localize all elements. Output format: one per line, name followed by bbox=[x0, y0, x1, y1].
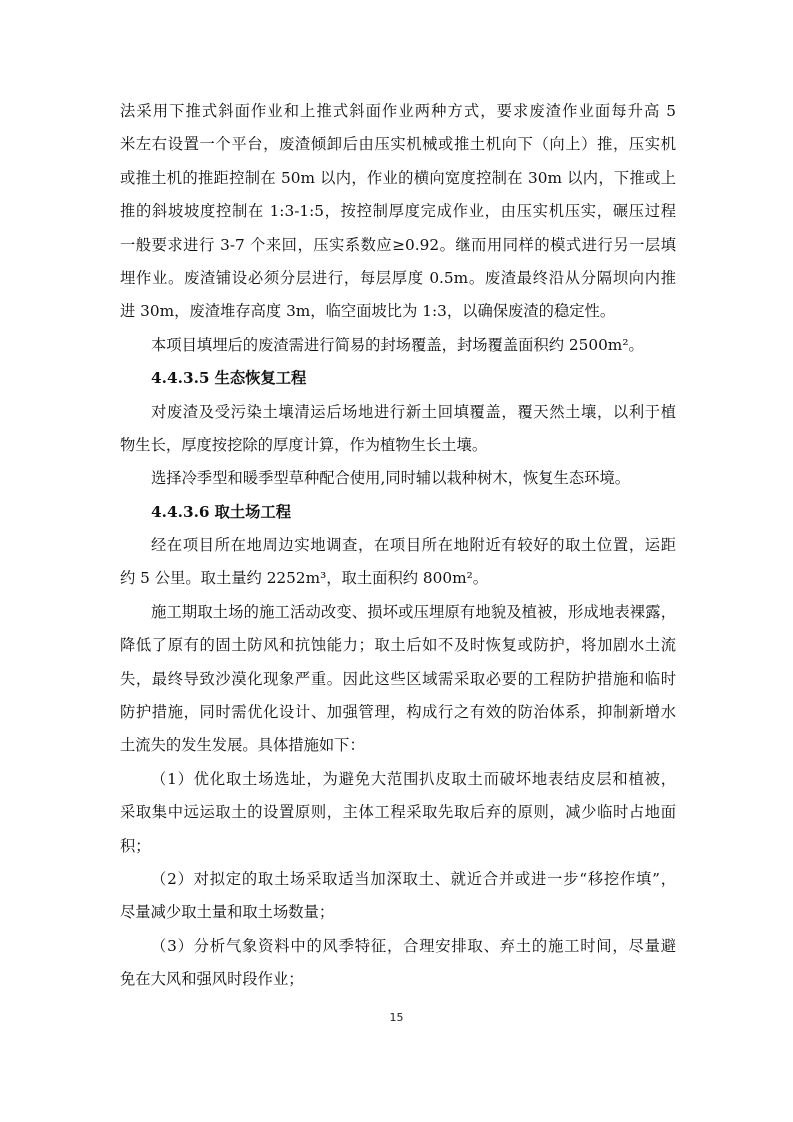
text-line: （1）优化取土场选址，为避免大范围扒皮取土而破坏地表结皮层和植被， bbox=[151, 769, 676, 788]
paragraph-closure-cover bbox=[120, 329, 676, 362]
text-line: 选择冷季型和暖季型草种配合使用,同时辅以栽种树木，恢复生态环境。 bbox=[151, 469, 631, 488]
text-line: 施工期取土场的施工活动改变、损坏或压埋原有地貌及植被，形成地表裸露， bbox=[151, 602, 676, 621]
text-line: （3）分析气象资料中的风季特征，合理安排取、弃土的施工时间，尽量避 bbox=[151, 936, 676, 955]
text-line: 进 30m，废渣堆存高度 3m，临空面坡比为 1:3，以确保废渣的稳定性。 bbox=[120, 302, 616, 321]
text-line: （2）对拟定的取土场采取适当加深取土、就近合并或进一步“移挖作填”， bbox=[151, 869, 676, 888]
text-line: 尽量减少取土量和取土场数量； bbox=[120, 903, 335, 922]
text-line: 土流失的发生发展。具体措施如下： bbox=[120, 736, 365, 755]
section-title: 取土场工程 bbox=[214, 502, 292, 521]
text-line: 失，最终导致沙漠化现象严重。因此这些区域需采取必要的工程防护措施和临时 bbox=[120, 669, 676, 688]
paragraph-borrow-survey bbox=[120, 529, 676, 596]
text-line: 经在项目所在地周边实地调查，在项目所在地附近有较好的取土位置，运距 bbox=[151, 536, 676, 555]
paragraph-construction-impact bbox=[120, 596, 676, 763]
text-line: 降低了原有的固土防风和抗蚀能力；取土后如不及时恢复或防护，将加剧水土流 bbox=[120, 636, 676, 655]
text-line: 一般要求进行 3-7 个来回，压实系数应≥0.92。继而用同样的模式进行另一层填 bbox=[120, 235, 676, 254]
text-line: 物生长，厚度按挖除的厚度计算，作为植物生长土壤。 bbox=[120, 435, 488, 454]
list-item-3 bbox=[120, 930, 676, 997]
section-number: 4.4.3.6 bbox=[151, 502, 210, 521]
text-line: 埋作业。废渣铺设必须分层进行，每层厚度 0.5m。废渣最终沿从分隔坝向内推 bbox=[120, 268, 676, 287]
list-item-2 bbox=[120, 863, 676, 930]
text-line: 米左右设置一个平台，废渣倾卸后由压实机械或推土机向下（向上）推，压实机 bbox=[120, 135, 676, 154]
text-line: 防护措施，同时需优化设计、加强管理，构成行之有效的防治体系，抑制新增水 bbox=[120, 703, 676, 722]
text-line: 约 5 公里。取土量约 2252m³，取土面积约 800m²。 bbox=[120, 569, 489, 588]
page-number: 15 bbox=[389, 1011, 404, 1024]
paragraph-backfill bbox=[120, 396, 676, 463]
list-item-1 bbox=[120, 763, 676, 863]
paragraph-grass-species bbox=[120, 462, 676, 495]
body-text bbox=[120, 95, 676, 997]
text-line: 积； bbox=[120, 836, 151, 855]
text-line: 免在大风和强风时段作业； bbox=[120, 970, 304, 989]
section-number: 4.4.3.5 bbox=[151, 369, 210, 388]
section-heading-borrow-pit bbox=[120, 496, 676, 529]
text-line: 采取集中远运取土的设置原则，主体工程采取先取后弃的原则，减少临时占地面 bbox=[120, 803, 676, 822]
text-line: 推的斜坡坡度控制在 1:3-1:5，按控制厚度完成作业，由压实机压实，碾压过程 bbox=[120, 202, 676, 221]
text-line: 或推土机的推距控制在 50m 以内，作业的横向宽度控制在 30m 以内，下推或上 bbox=[120, 168, 676, 187]
section-heading-ecological-restoration bbox=[120, 362, 676, 395]
text-line: 本项目填埋后的废渣需进行简易的封场覆盖，封场覆盖面积约 2500m²。 bbox=[151, 335, 644, 354]
paragraph-landfill-operation bbox=[120, 95, 676, 329]
text-line: 对废渣及受污染土壤清运后场地进行新土回填覆盖，覆天然土壤，以利于植 bbox=[151, 402, 676, 421]
section-title: 生态恢复工程 bbox=[214, 369, 307, 388]
text-line: 法采用下推式斜面作业和上推式斜面作业两种方式，要求废渣作业面每升高 5 bbox=[120, 102, 676, 120]
